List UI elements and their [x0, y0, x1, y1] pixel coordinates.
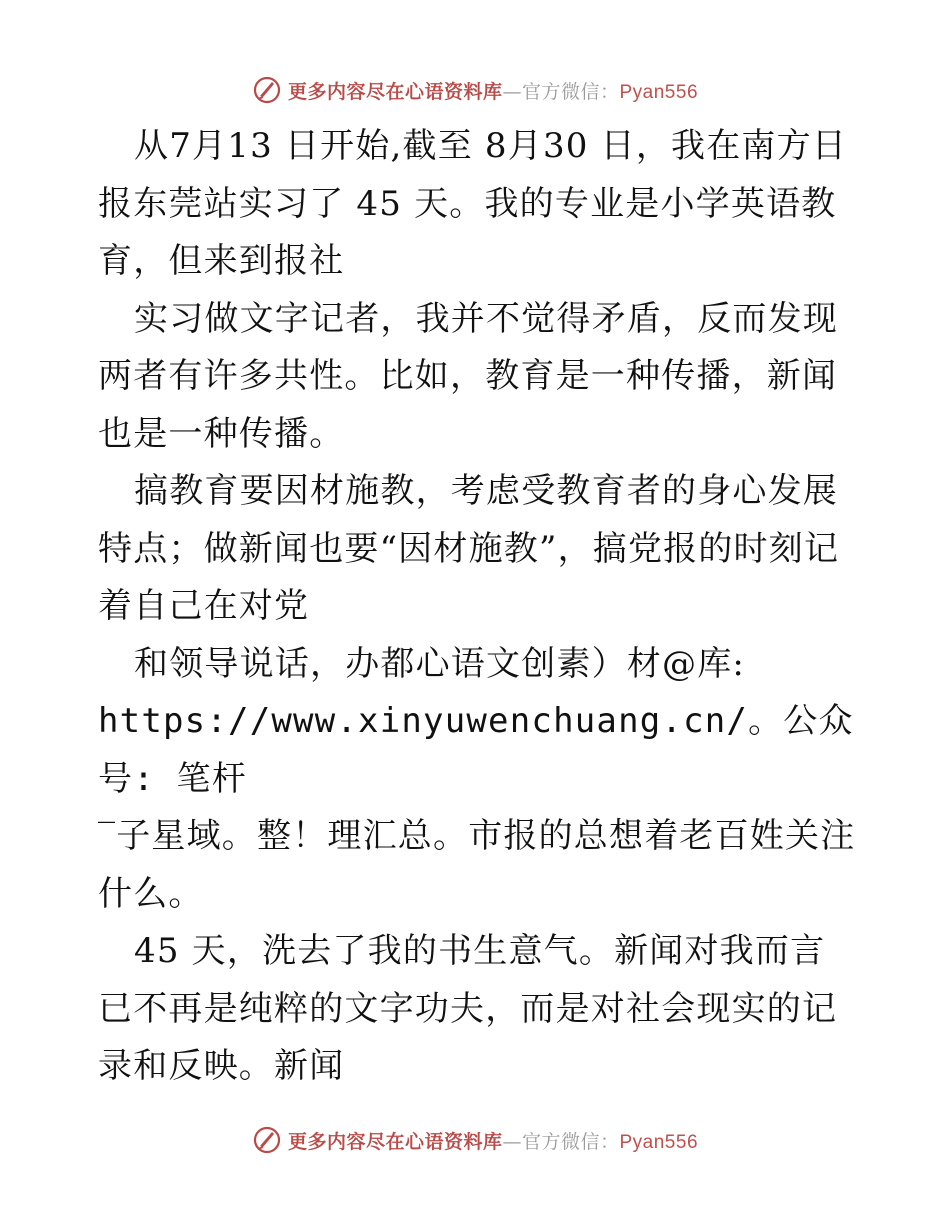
- watermark-weixin-label: 官方微信：: [521, 80, 620, 103]
- header-watermark: [0, 72, 950, 108]
- watermark-text: [288, 1127, 698, 1154]
- paragraph-4: 和领导说话，办都心语文创素）材@库:: [134, 643, 746, 684]
- watermark-weixin-label: 官方微信：: [521, 1130, 620, 1153]
- paragraph-2: 实习做文字记者，我并不觉得矛盾，反而发现两者有许多共性。比如，教育是一种传播，新闻也是一种传播。: [98, 298, 838, 454]
- watermark-text: [288, 77, 698, 104]
- quill-seal-icon: [252, 1125, 282, 1155]
- watermark-dash: —: [502, 1130, 522, 1153]
- watermark-site: 更多内容尽在心语资料库: [287, 1130, 503, 1153]
- paragraph-7: 45 天，洗去了我的书生意气。新闻对我而言已不再是纯粹的文字功夫，而是对社会现实的记录和反映。新闻: [98, 931, 838, 1086]
- watermark-weixin-id: Pyan556: [619, 1131, 699, 1153]
- paragraph-1: 从7月13 日开始,截至 8月30 日，我在南方日报东莞站实习了 45 天。我的专业是小学英语教育，但来到报社: [98, 126, 848, 281]
- footer-watermark: [0, 1122, 950, 1158]
- watermark-dash: —: [502, 80, 522, 103]
- watermark-site: 更多内容尽在心语资料库: [287, 80, 503, 103]
- quill-seal-icon: [252, 75, 282, 105]
- paragraph-6: ‾子星域。整！理汇总。市报的总想着老百姓关注什么。: [98, 816, 856, 914]
- paragraph-3: 搞教育要因材施教，考虑受教育者的身心发展特点；做新闻也要“因材施教”，搞党报的时刻记着自己在对党: [98, 471, 840, 626]
- paragraph-5-url: https://www.xinyuwenchuang.cn/。公众号: 笔杆: [98, 701, 854, 799]
- document-body: [98, 118, 858, 1096]
- watermark-weixin-id: Pyan556: [619, 81, 699, 103]
